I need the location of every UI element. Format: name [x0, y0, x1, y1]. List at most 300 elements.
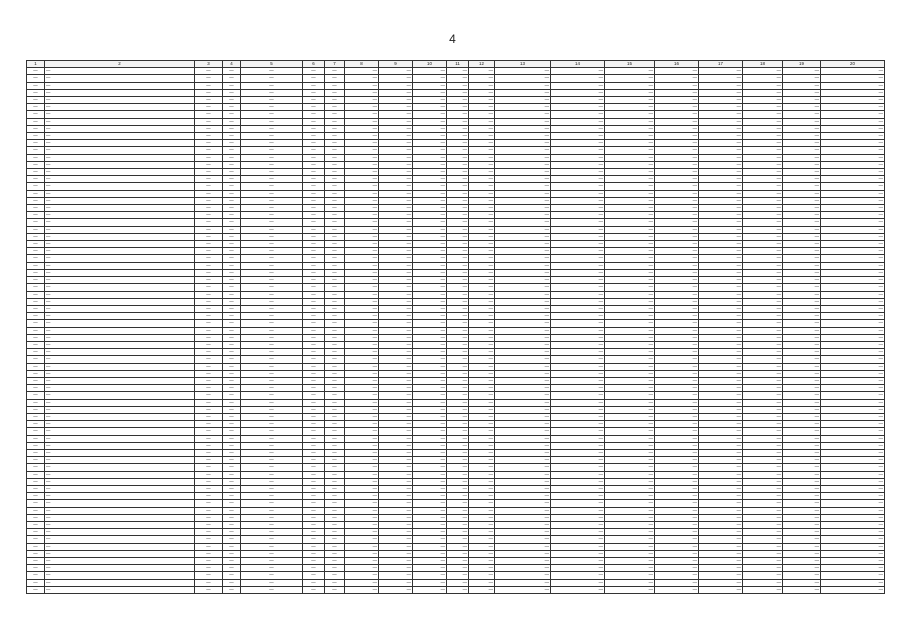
table-cell: — — [223, 471, 241, 478]
table-cell: — — [821, 356, 885, 363]
table-cell: — — [655, 298, 699, 305]
table-cell: — — [223, 255, 241, 262]
table-cell: — — [379, 226, 413, 233]
table-cell: — — [303, 435, 325, 442]
table-cell: — — [495, 341, 551, 348]
table-cell: — — [27, 478, 45, 485]
table-cell: — — [605, 399, 655, 406]
table-cell: — — [325, 75, 345, 82]
table-cell: — — [413, 248, 447, 255]
table-cell: — — [345, 183, 379, 190]
table-cell: — — [413, 97, 447, 104]
table-cell: — — [27, 269, 45, 276]
table-cell: — — [743, 104, 783, 111]
table-cell: — — [551, 586, 605, 593]
table-cell: — — [447, 558, 469, 565]
table-cell: — — [699, 370, 743, 377]
table-cell: — — [413, 356, 447, 363]
table-cell: — — [699, 111, 743, 118]
table-cell: — — [27, 370, 45, 377]
table-cell: — — [551, 313, 605, 320]
table-cell: — — [699, 377, 743, 384]
table-cell: — — [195, 522, 223, 529]
table-cell: — — [379, 493, 413, 500]
table-cell: — — [413, 212, 447, 219]
table-cell: — — [303, 205, 325, 212]
table-cell: — — [325, 377, 345, 384]
table-cell: — — [45, 197, 195, 204]
table-cell: — — [45, 356, 195, 363]
table-cell: — — [45, 558, 195, 565]
table-cell: — — [27, 327, 45, 334]
table-cell: — — [27, 334, 45, 341]
table-cell: — — [303, 514, 325, 521]
table-cell: — — [345, 241, 379, 248]
table-cell: — — [495, 457, 551, 464]
table-cell: — — [655, 97, 699, 104]
table-cell: — — [223, 349, 241, 356]
table-cell: — — [743, 140, 783, 147]
table-cell: — — [27, 413, 45, 420]
table-cell: — — [605, 97, 655, 104]
table-cell: — — [45, 118, 195, 125]
table-cell: — — [325, 255, 345, 262]
table-cell: — — [821, 485, 885, 492]
table-cell: — — [241, 356, 303, 363]
table-cell: — — [195, 255, 223, 262]
table-cell: — — [743, 169, 783, 176]
table-cell: — — [195, 248, 223, 255]
table-cell: — — [195, 161, 223, 168]
table-cell: — — [699, 255, 743, 262]
table-cell: — — [325, 176, 345, 183]
table-cell: — — [447, 514, 469, 521]
table-row — [27, 97, 885, 104]
table-cell: — — [551, 550, 605, 557]
table-cell: — — [303, 161, 325, 168]
table-cell: — — [27, 262, 45, 269]
column-header: 14 — [551, 61, 605, 68]
table-cell: — — [345, 147, 379, 154]
table-cell: — — [495, 449, 551, 456]
table-cell: — — [469, 536, 495, 543]
table-cell: — — [379, 298, 413, 305]
table-cell: — — [223, 370, 241, 377]
table-cell: — — [655, 485, 699, 492]
table-cell: — — [469, 341, 495, 348]
table-cell: — — [27, 255, 45, 262]
table-cell: — — [325, 190, 345, 197]
table-cell: — — [223, 154, 241, 161]
table-cell: — — [325, 493, 345, 500]
table-cell: — — [783, 190, 821, 197]
table-cell: — — [195, 97, 223, 104]
table-cell: — — [27, 291, 45, 298]
table-cell: — — [241, 298, 303, 305]
table-cell: — — [551, 349, 605, 356]
table-cell: — — [699, 536, 743, 543]
table-cell: — — [447, 248, 469, 255]
table-row — [27, 493, 885, 500]
table-cell: — — [303, 82, 325, 89]
table-cell: — — [325, 183, 345, 190]
table-cell: — — [783, 154, 821, 161]
table-cell: — — [655, 147, 699, 154]
table-cell: — — [303, 341, 325, 348]
table-cell: — — [743, 377, 783, 384]
table-row — [27, 363, 885, 370]
table-cell: — — [345, 118, 379, 125]
table-cell: — — [469, 370, 495, 377]
table-cell: — — [325, 579, 345, 586]
table-row — [27, 104, 885, 111]
table-cell: — — [605, 118, 655, 125]
table-cell: — — [241, 370, 303, 377]
table-cell: — — [655, 262, 699, 269]
table-cell: — — [783, 233, 821, 240]
table-cell: — — [379, 212, 413, 219]
table-cell: — — [743, 522, 783, 529]
table-cell: — — [303, 334, 325, 341]
table-cell: — — [699, 464, 743, 471]
table-cell: — — [379, 118, 413, 125]
table-cell: — — [783, 89, 821, 96]
table-cell: — — [195, 133, 223, 140]
table-cell: — — [345, 226, 379, 233]
table-cell: — — [821, 97, 885, 104]
table-cell: — — [379, 392, 413, 399]
table-cell: — — [551, 291, 605, 298]
table-cell: — — [413, 140, 447, 147]
table-cell: — — [447, 529, 469, 536]
table-cell: — — [241, 176, 303, 183]
table-cell: — — [379, 68, 413, 75]
table-cell: — — [223, 421, 241, 428]
table-cell: — — [495, 104, 551, 111]
table-cell: — — [241, 291, 303, 298]
register-table — [26, 60, 885, 594]
table-cell: — — [699, 435, 743, 442]
table-cell: — — [551, 572, 605, 579]
table-cell: — — [241, 449, 303, 456]
table-cell: — — [655, 421, 699, 428]
table-cell: — — [783, 464, 821, 471]
table-cell: — — [783, 550, 821, 557]
table-cell: — — [783, 442, 821, 449]
table-cell: — — [379, 133, 413, 140]
table-cell: — — [743, 385, 783, 392]
table-cell: — — [495, 212, 551, 219]
table-cell: — — [495, 305, 551, 312]
table-cell: — — [551, 493, 605, 500]
table-cell: — — [699, 579, 743, 586]
table-cell: — — [495, 377, 551, 384]
table-cell: — — [447, 522, 469, 529]
table-cell: — — [45, 277, 195, 284]
table-cell: — — [447, 277, 469, 284]
table-cell: — — [223, 464, 241, 471]
table-cell: — — [325, 356, 345, 363]
table-cell: — — [303, 298, 325, 305]
table-cell: — — [45, 550, 195, 557]
table-cell: — — [605, 133, 655, 140]
table-cell: — — [379, 377, 413, 384]
table-row — [27, 550, 885, 557]
table-cell: — — [743, 284, 783, 291]
table-cell: — — [303, 269, 325, 276]
table-cell: — — [195, 169, 223, 176]
table-cell: — — [821, 442, 885, 449]
table-cell: — — [469, 320, 495, 327]
table-cell: — — [303, 125, 325, 132]
table-cell: — — [495, 385, 551, 392]
table-cell: — — [27, 349, 45, 356]
table-cell: — — [821, 500, 885, 507]
table-cell: — — [699, 133, 743, 140]
table-cell: — — [605, 298, 655, 305]
table-row — [27, 370, 885, 377]
table-cell: — — [27, 435, 45, 442]
table-cell: — — [27, 536, 45, 543]
table-cell: — — [195, 493, 223, 500]
page-number: 4 — [449, 32, 456, 46]
table-cell: — — [605, 140, 655, 147]
table-cell: — — [469, 269, 495, 276]
table-cell: — — [447, 147, 469, 154]
table-cell: — — [551, 219, 605, 226]
table-cell: — — [783, 493, 821, 500]
table-cell: — — [413, 392, 447, 399]
table-cell: — — [655, 399, 699, 406]
table-cell: — — [325, 97, 345, 104]
table-cell: — — [699, 399, 743, 406]
table-cell: — — [325, 457, 345, 464]
table-cell: — — [743, 219, 783, 226]
table-cell: — — [821, 349, 885, 356]
table-cell: — — [325, 478, 345, 485]
table-cell: — — [699, 507, 743, 514]
table-cell: — — [655, 370, 699, 377]
table-cell: — — [743, 68, 783, 75]
table-cell: — — [469, 428, 495, 435]
table-cell: — — [223, 212, 241, 219]
table-cell: — — [27, 406, 45, 413]
table-cell: — — [413, 313, 447, 320]
table-cell: — — [699, 161, 743, 168]
table-cell: — — [45, 183, 195, 190]
table-cell: — — [447, 133, 469, 140]
table-cell: — — [195, 291, 223, 298]
table-row — [27, 183, 885, 190]
table-cell: — — [605, 183, 655, 190]
table-cell: — — [241, 190, 303, 197]
table-cell: — — [699, 356, 743, 363]
table-cell: — — [821, 493, 885, 500]
table-row — [27, 68, 885, 75]
table-cell: — — [495, 118, 551, 125]
table-cell: — — [699, 89, 743, 96]
table-cell: — — [743, 399, 783, 406]
table-cell: — — [195, 565, 223, 572]
table-cell: — — [223, 327, 241, 334]
table-cell: — — [821, 147, 885, 154]
table-cell: — — [223, 428, 241, 435]
table-cell: — — [495, 111, 551, 118]
table-cell: — — [325, 327, 345, 334]
table-cell: — — [413, 507, 447, 514]
table-cell: — — [413, 363, 447, 370]
table-cell: — — [345, 579, 379, 586]
table-cell: — — [655, 75, 699, 82]
table-cell: — — [495, 471, 551, 478]
table-cell: — — [27, 140, 45, 147]
table-cell: — — [223, 147, 241, 154]
table-cell: — — [743, 349, 783, 356]
table-cell: — — [551, 111, 605, 118]
table-cell: — — [495, 514, 551, 521]
table-cell: — — [325, 385, 345, 392]
table-cell: — — [303, 68, 325, 75]
table-cell: — — [325, 536, 345, 543]
table-cell: — — [743, 572, 783, 579]
table-cell: — — [447, 140, 469, 147]
table-cell: — — [655, 277, 699, 284]
table-cell: — — [605, 125, 655, 132]
table-cell: — — [469, 399, 495, 406]
table-cell: — — [27, 320, 45, 327]
table-cell: — — [241, 269, 303, 276]
table-cell: — — [345, 543, 379, 550]
table-cell: — — [447, 377, 469, 384]
table-cell: — — [45, 457, 195, 464]
table-cell: — — [45, 478, 195, 485]
table-cell: — — [379, 334, 413, 341]
table-cell: — — [551, 399, 605, 406]
table-cell: — — [379, 507, 413, 514]
table-cell: — — [655, 118, 699, 125]
table-cell: — — [655, 435, 699, 442]
table-cell: — — [413, 421, 447, 428]
table-cell: — — [345, 205, 379, 212]
table-cell: — — [195, 262, 223, 269]
table-cell: — — [195, 543, 223, 550]
table-cell: — — [241, 154, 303, 161]
column-header: 2 — [45, 61, 195, 68]
table-cell: — — [605, 572, 655, 579]
table-cell: — — [27, 565, 45, 572]
table-cell: — — [27, 471, 45, 478]
table-cell: — — [469, 140, 495, 147]
table-cell: — — [303, 140, 325, 147]
table-cell: — — [743, 341, 783, 348]
table-cell: — — [345, 471, 379, 478]
table-cell: — — [699, 320, 743, 327]
table-cell: — — [551, 385, 605, 392]
table-cell: — — [195, 89, 223, 96]
table-cell: — — [469, 507, 495, 514]
table-cell: — — [821, 104, 885, 111]
table-cell: — — [551, 500, 605, 507]
table-cell: — — [325, 169, 345, 176]
table-cell: — — [241, 241, 303, 248]
table-cell: — — [551, 464, 605, 471]
table-cell: — — [783, 111, 821, 118]
table-cell: — — [413, 262, 447, 269]
table-cell: — — [223, 133, 241, 140]
table-cell: — — [195, 363, 223, 370]
table-row — [27, 464, 885, 471]
table-cell: — — [699, 104, 743, 111]
table-cell: — — [413, 586, 447, 593]
table-cell: — — [325, 565, 345, 572]
table-cell: — — [783, 471, 821, 478]
table-cell: — — [379, 464, 413, 471]
table-cell: — — [605, 529, 655, 536]
table-cell: — — [655, 284, 699, 291]
table-cell: — — [743, 298, 783, 305]
table-cell: — — [743, 449, 783, 456]
table-cell: — — [551, 421, 605, 428]
table-cell: — — [27, 550, 45, 557]
table-cell: — — [413, 514, 447, 521]
table-cell: — — [551, 558, 605, 565]
table-cell: — — [783, 586, 821, 593]
table-cell: — — [699, 478, 743, 485]
table-cell: — — [345, 478, 379, 485]
table-cell: — — [413, 471, 447, 478]
table-cell: — — [699, 529, 743, 536]
table-cell: — — [303, 327, 325, 334]
table-row — [27, 485, 885, 492]
table-cell: — — [655, 205, 699, 212]
table-cell: — — [303, 118, 325, 125]
table-cell: — — [345, 493, 379, 500]
table-cell: — — [821, 334, 885, 341]
table-cell: — — [379, 305, 413, 312]
table-cell: — — [495, 413, 551, 420]
table-cell: — — [783, 169, 821, 176]
table-cell: — — [45, 75, 195, 82]
table-cell: — — [345, 413, 379, 420]
table-cell: — — [195, 313, 223, 320]
table-cell: — — [45, 586, 195, 593]
table-row — [27, 269, 885, 276]
table-cell: — — [379, 233, 413, 240]
table-cell: — — [413, 197, 447, 204]
table-cell: — — [743, 485, 783, 492]
table-cell: — — [27, 313, 45, 320]
column-header: 19 — [783, 61, 821, 68]
table-cell: — — [655, 255, 699, 262]
table-cell: — — [223, 507, 241, 514]
table-cell: — — [345, 565, 379, 572]
table-cell: — — [379, 370, 413, 377]
table-cell: — — [469, 356, 495, 363]
table-cell: — — [495, 154, 551, 161]
table-cell: — — [223, 363, 241, 370]
table-cell: — — [325, 118, 345, 125]
table-cell: — — [447, 507, 469, 514]
table-cell: — — [303, 97, 325, 104]
table-cell: — — [241, 284, 303, 291]
table-cell: — — [447, 255, 469, 262]
table-cell: — — [27, 377, 45, 384]
table-cell: — — [447, 536, 469, 543]
table-cell: — — [241, 421, 303, 428]
table-cell: — — [447, 478, 469, 485]
table-cell: — — [605, 377, 655, 384]
table-cell: — — [241, 493, 303, 500]
